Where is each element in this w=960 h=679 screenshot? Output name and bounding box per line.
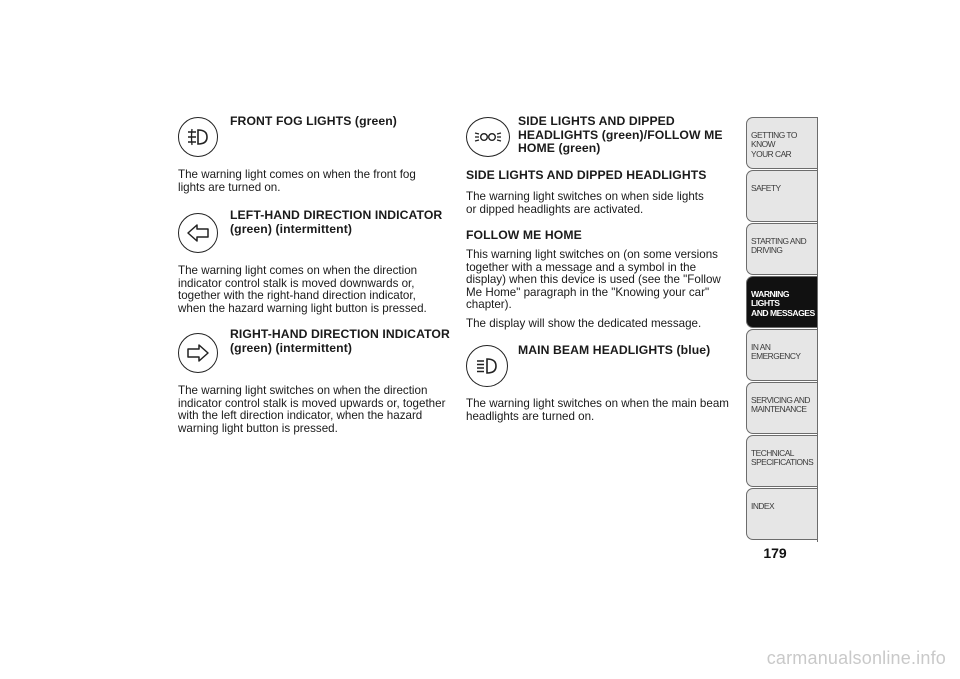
main-beam-text: The warning light switches on when the main beam headlights are turned on. — [466, 397, 729, 423]
tab-getting-to-know-your-car[interactable]: GETTING TO KNOW YOUR CAR — [746, 117, 818, 169]
watermark: carmanualsonline.info — [766, 648, 946, 668]
tabs-divider — [817, 117, 818, 542]
follow-me-home-display-text: The display will show the dedicated message. — [466, 317, 702, 330]
front-fog-lamp-icon — [178, 117, 218, 157]
left-indicator-text: The warning light comes on when the direction indicator control stalk is moved downwards or, together with the right-hand direction indicator, when the hazard warning light button is pressed. — [178, 264, 427, 315]
page-number: 179 — [763, 545, 787, 561]
tab-in-an-emergency[interactable]: IN AN EMERGENCY — [746, 329, 818, 381]
tab-index[interactable]: INDEX — [746, 488, 818, 540]
front-fog-title: FRONT FOG LIGHTS (green) — [230, 114, 397, 128]
main-beam-icon — [466, 345, 508, 387]
side-lights-title: SIDE LIGHTS AND DIPPED HEADLIGHTS (green)/FOLLOW ME HOME (green) — [518, 114, 723, 155]
tab-starting-and-driving[interactable]: STARTING AND DRIVING — [746, 223, 818, 275]
main-beam-title: MAIN BEAM HEADLIGHTS (blue) — [518, 343, 711, 357]
tab-safety[interactable]: SAFETY — [746, 170, 818, 222]
side-lights-subheading: SIDE LIGHTS AND DIPPED HEADLIGHTS — [466, 168, 707, 182]
tab-servicing-and-maintenance[interactable]: SERVICING AND MAINTENANCE — [746, 382, 818, 434]
front-fog-text: The warning light comes on when the front fog lights are turned on. — [178, 168, 416, 194]
side-lights-text: The warning light switches on when side lights or dipped headlights are activated. — [466, 190, 704, 216]
left-arrow-icon — [178, 213, 218, 253]
side-lights-icon — [466, 117, 510, 157]
follow-me-home-subheading: FOLLOW ME HOME — [466, 228, 582, 242]
right-arrow-icon — [178, 333, 218, 373]
follow-me-home-text: This warning light switches on (on some versions together with a message and a symbol in the display) when this device is used (see the "Follow Me Home" paragraph in the "Knowing your car" chapter). — [466, 248, 721, 312]
right-indicator-title: RIGHT-HAND DIRECTION INDICATOR (green) (intermittent) — [230, 327, 450, 355]
right-indicator-text: The warning light switches on when the direction indicator control stalk is moved upwards or, together with the left direction indicator, when the hazard warning light button is pressed. — [178, 384, 446, 435]
tab-warning-lights-and-messages[interactable]: WARNING LIGHTS AND MESSAGES — [746, 276, 818, 328]
left-indicator-title: LEFT-HAND DIRECTION INDICATOR (green) (intermittent) — [230, 208, 443, 236]
tab-technical-specifications[interactable]: TECHNICAL SPECIFICATIONS — [746, 435, 818, 487]
